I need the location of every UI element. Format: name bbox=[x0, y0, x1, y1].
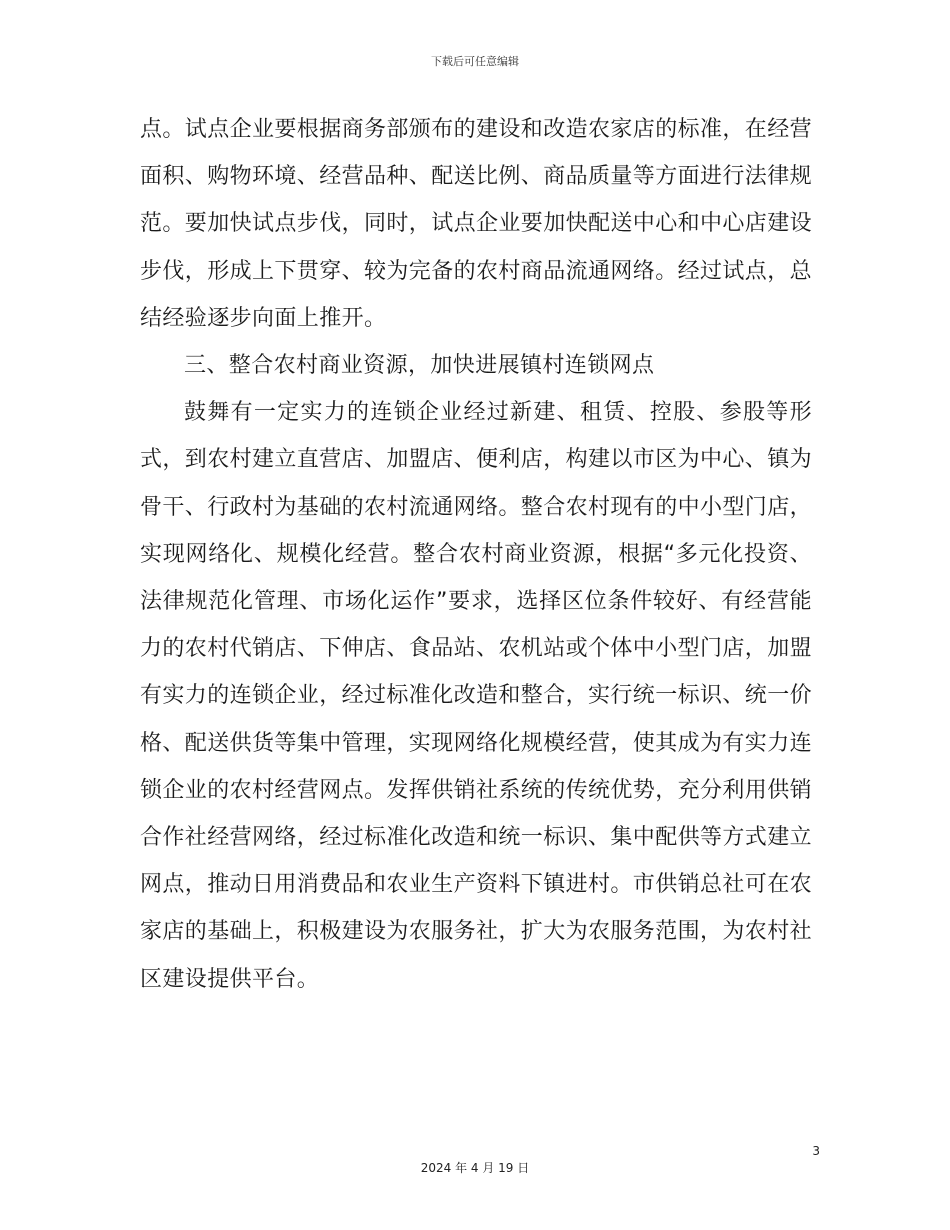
page-footer-date: 2024 年 4 月 19 日 bbox=[420, 1161, 530, 1175]
paragraph: 鼓舞有一定实力的连锁企业经过新建、租赁、控股、参股等形式，到农村建立直营店、加盟店、便利店，构建以市区为中心、镇为骨干、行政村为基础的农村流通网络。整合农村现有的中小型门店，实现网络化、规模化经营。整合农村商业资源，根据“多元化投资、法律规范化管理、市场化运作”要求，选择区位条件较好、有经营能力的农村代销店、下伸店、食品站、农机站或个体中小型门店，加盟有实力的连锁企业，经过标准化改造和整合，实行统一标识、统一价格、配送供货等集中管理，实现网络化规模经营，使其成为有实力连锁企业的农村经营网点。发挥供销社系统的传统优势，充分利用供销合作社经营网络，经过标准化改造和统一标识、集中配供等方式建立网点，推动日用消费品和农业生产资料下镇进村。市供销总社可在农家店的基础上，积极建设为农服务社，扩大为农服务范围，为农村社区建设提供平台。 bbox=[140, 400, 813, 992]
section-heading: 三、整合农村商业资源，加快进展镇村连锁网点 bbox=[184, 353, 655, 379]
page-number: 3 bbox=[812, 1144, 820, 1158]
paragraph-continuation: 点。试点企业要根据商务部颁布的建设和改造农家店的标准，在经营面积、购物环境、经营品种、配送比例、商品质量等方面进行法律规范。要加快试点步伐，同时，试点企业要加快配送中心和中心店建设步伐，形成上下贯穿、较为完备的农村商品流通网络。经过试点，总结经验逐步向面上推开。 bbox=[140, 117, 813, 331]
page-header: 下载后可任意编辑 bbox=[431, 55, 519, 68]
document-body bbox=[140, 106, 812, 1003]
